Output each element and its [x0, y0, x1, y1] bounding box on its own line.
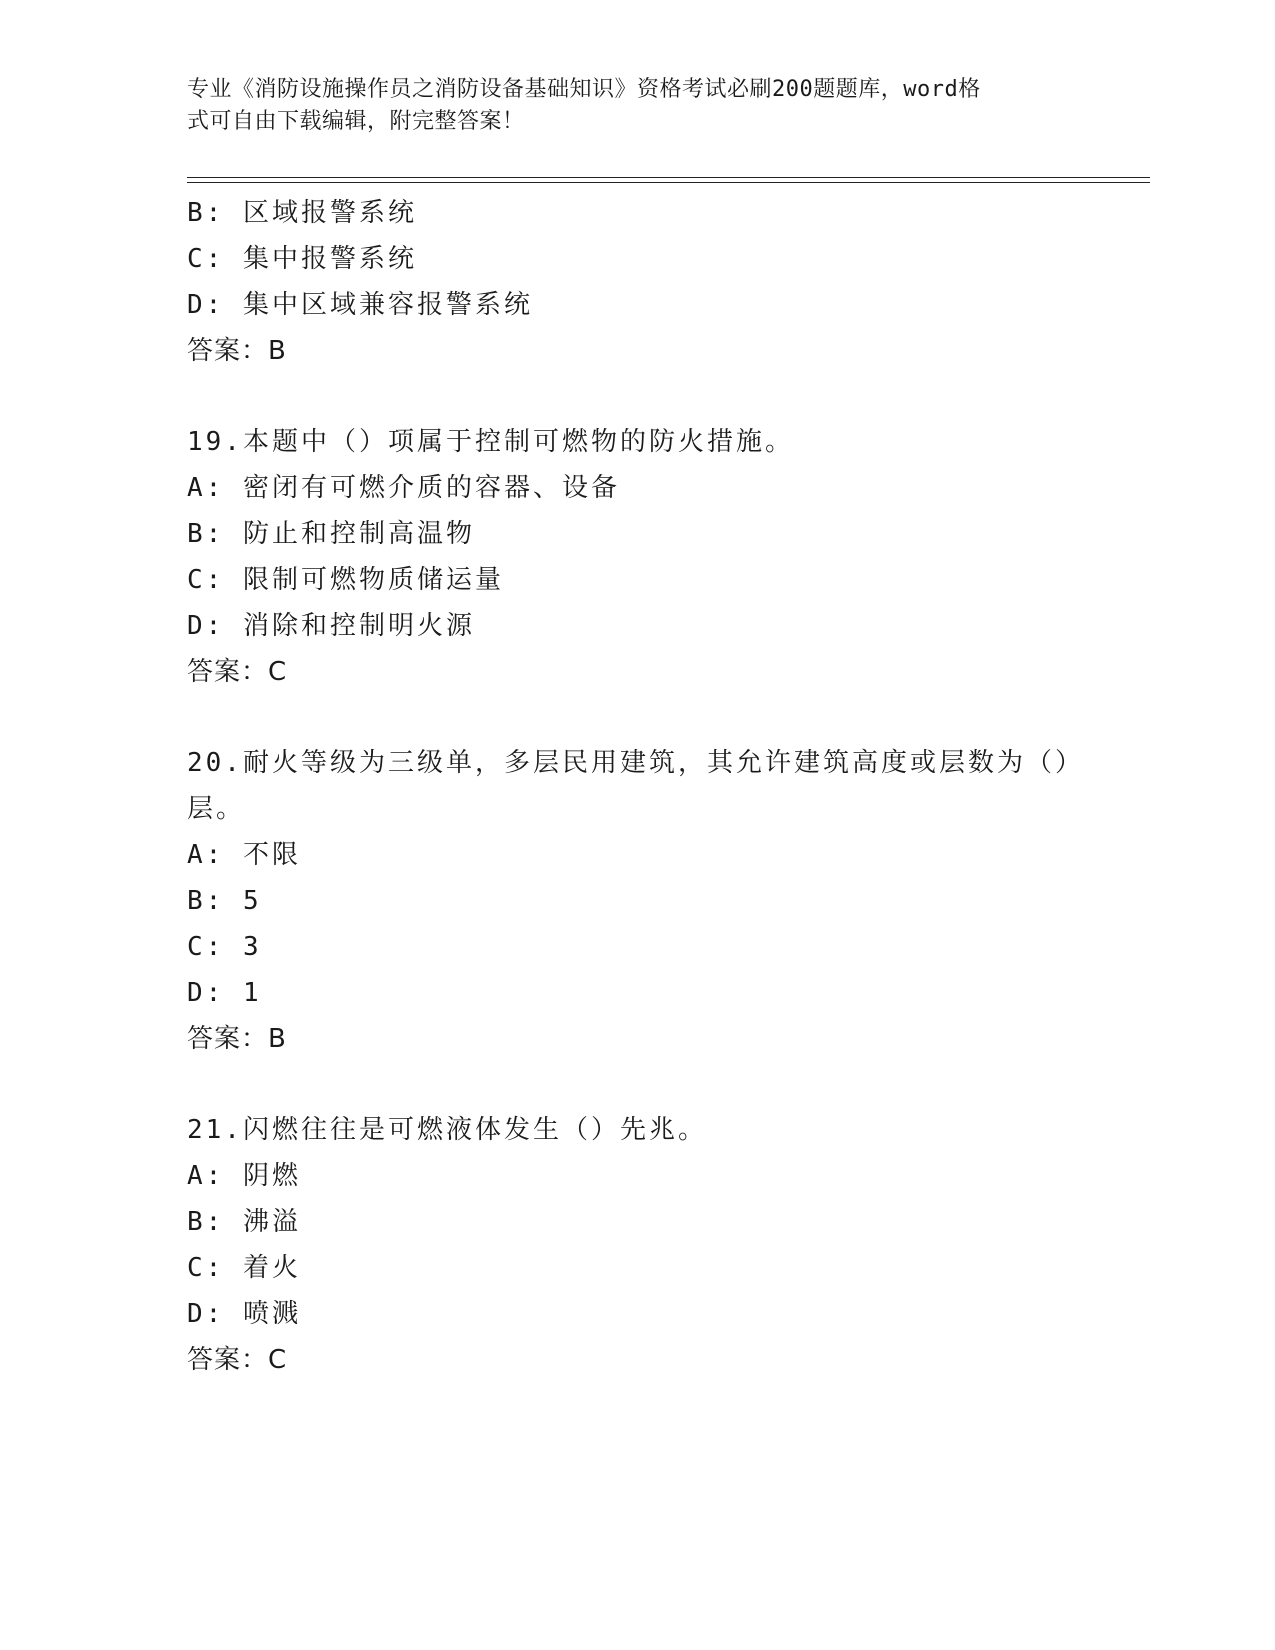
question-block-21 [187, 1107, 1067, 1383]
question-block-18 [187, 190, 1067, 374]
answer: 答案：C [187, 1345, 288, 1375]
header-line-2: 式可自由下载编辑，附完整答案！ [187, 109, 525, 134]
document-header [187, 74, 1067, 138]
question-text-line-2: 层。 [187, 794, 246, 824]
option-d: D: 集中区域兼容报警系统 [187, 290, 533, 320]
header-rule-bottom [187, 182, 1150, 183]
option-a: A: 阴燃 [187, 1161, 301, 1191]
answer: 答案：C [187, 657, 288, 687]
option-d: D: 喷溅 [187, 1299, 301, 1329]
question-block-20 [187, 740, 1084, 1062]
header-line-1: 专业《消防设施操作员之消防设备基础知识》资格考试必刷200题题库，word格 [187, 77, 981, 102]
option-a: A: 不限 [187, 840, 301, 870]
option-b: B: 防止和控制高温物 [187, 519, 475, 549]
option-d: D: 消除和控制明火源 [187, 611, 475, 641]
header-rule-top [187, 177, 1150, 178]
option-b: B: 5 [187, 886, 262, 916]
option-d: D: 1 [187, 978, 262, 1008]
question-text-line-1: 20.耐火等级为三级单，多层民用建筑，其允许建筑高度或层数为（） [187, 748, 1084, 778]
answer: 答案：B [187, 336, 287, 366]
option-b: B: 区域报警系统 [187, 198, 417, 228]
answer: 答案：B [187, 1024, 287, 1054]
question-block-19 [187, 419, 1067, 695]
question-text: 21.闪燃往往是可燃液体发生（）先兆。 [187, 1115, 707, 1145]
option-a: A: 密闭有可燃介质的容器、设备 [187, 473, 620, 503]
option-c: C: 着火 [187, 1253, 301, 1283]
question-list [187, 190, 1084, 1383]
option-b: B: 沸溢 [187, 1207, 301, 1237]
question-text: 19.本题中（）项属于控制可燃物的防火措施。 [187, 427, 794, 457]
option-c: C: 集中报警系统 [187, 244, 417, 274]
option-c: C: 3 [187, 932, 262, 962]
option-c: C: 限制可燃物质储运量 [187, 565, 504, 595]
